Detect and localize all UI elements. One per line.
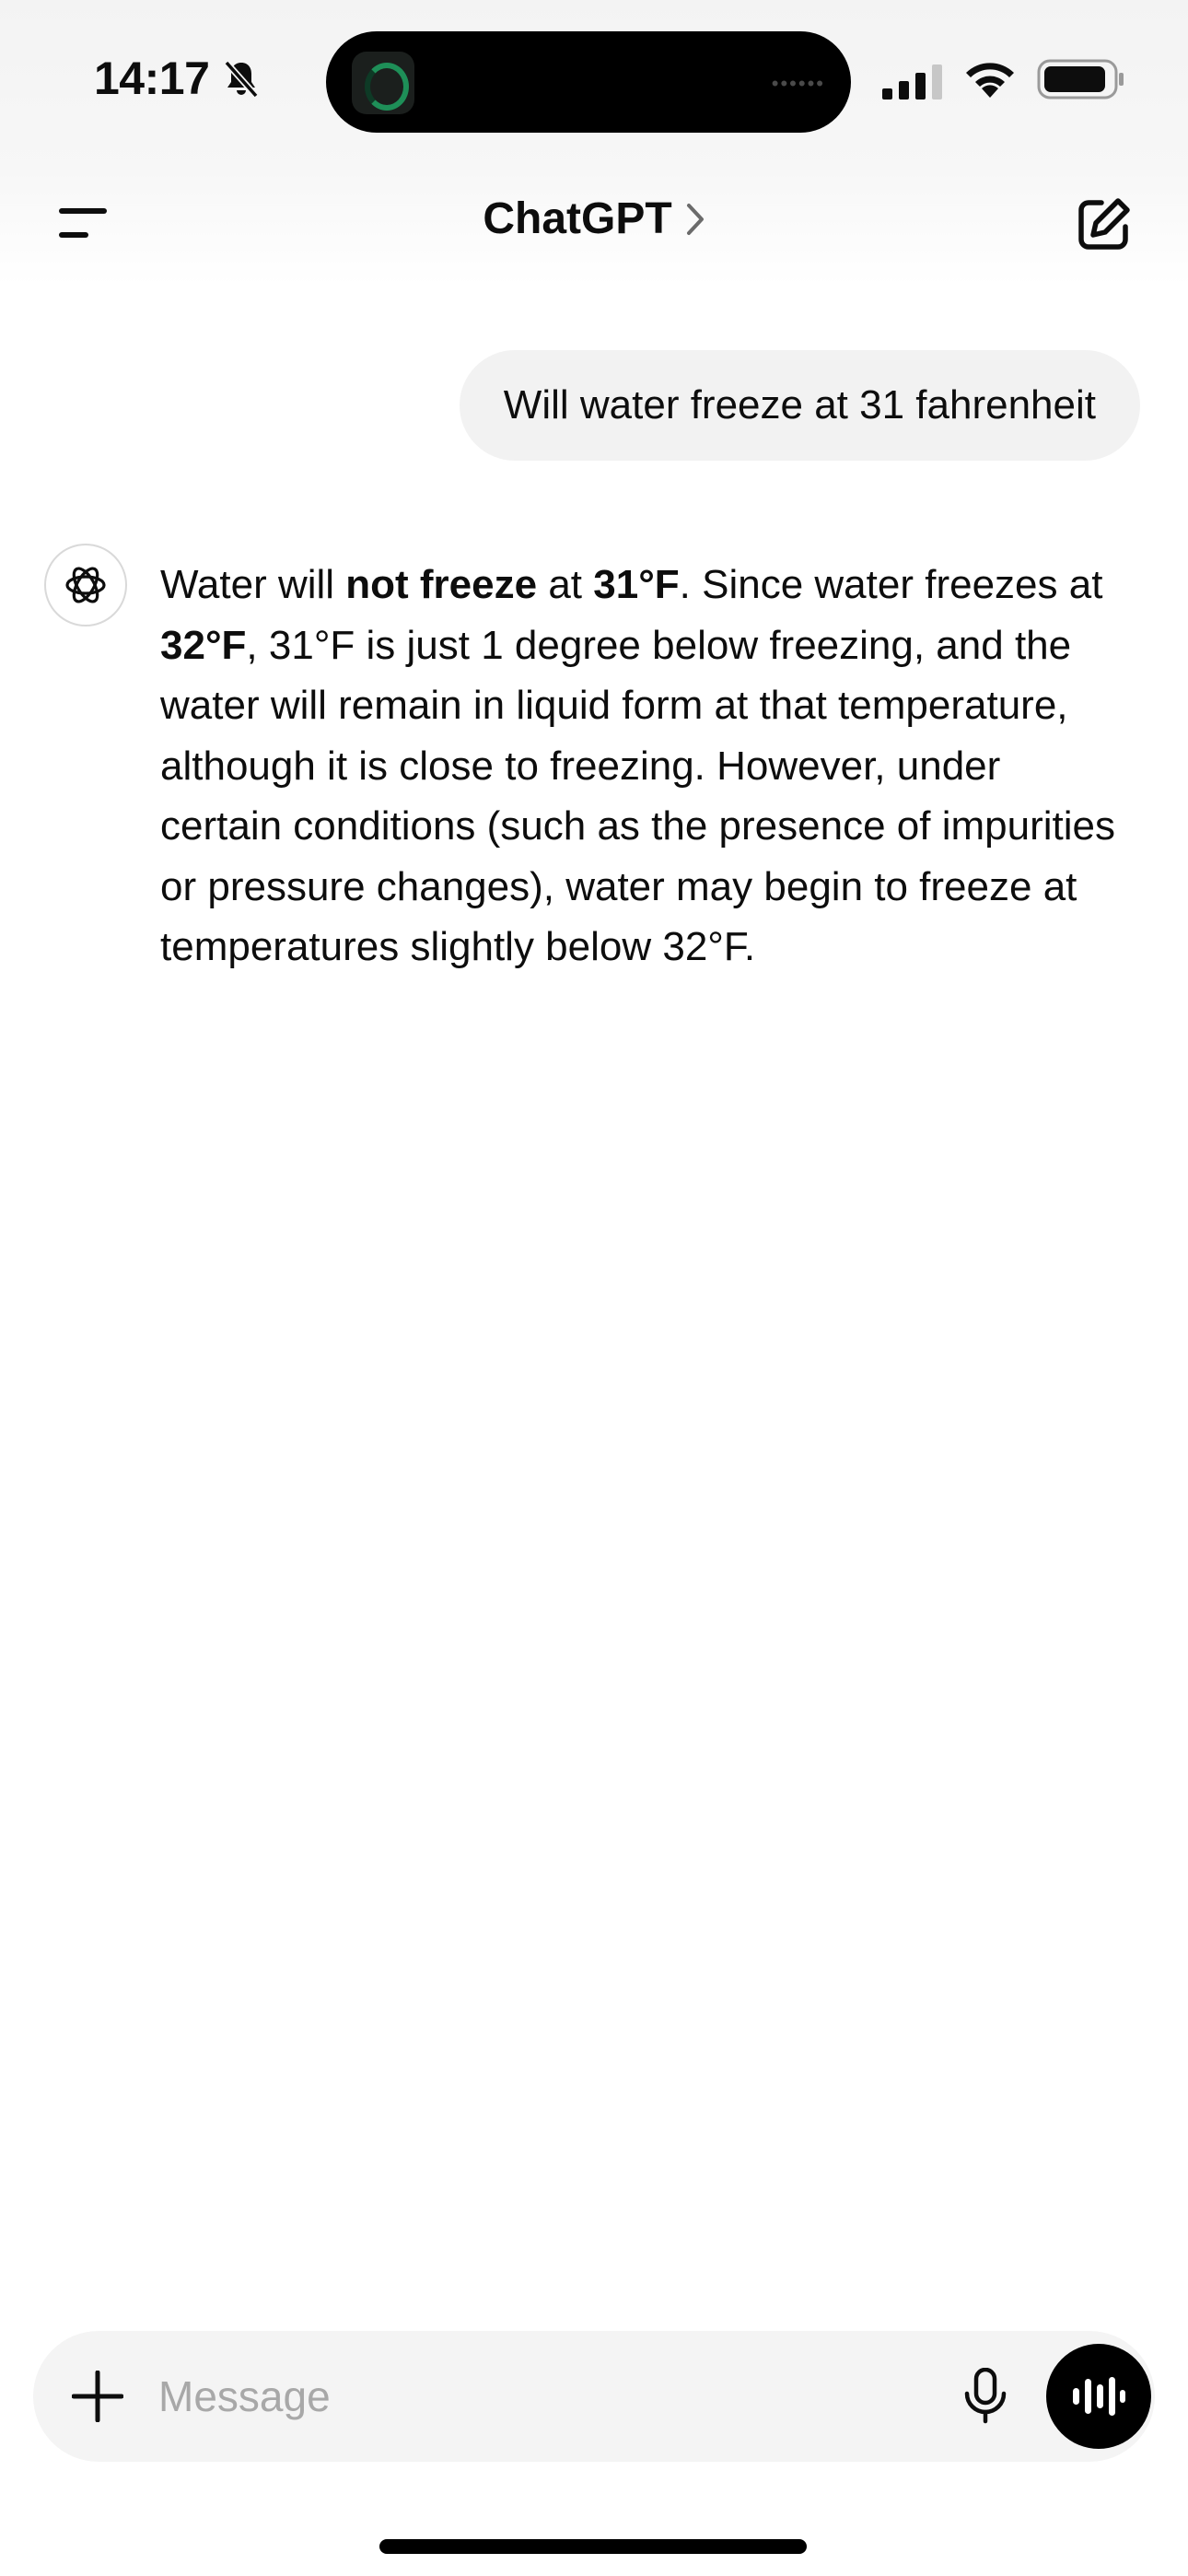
dynamic-island [326, 31, 851, 133]
voice-mode-button[interactable] [1046, 2344, 1151, 2449]
wifi-icon [962, 57, 1018, 98]
signal-icon [882, 64, 943, 100]
assistant-text-bold: 32°F [160, 622, 247, 668]
island-dots: •••••• [771, 72, 825, 95]
assistant-text-part: Water will [160, 562, 346, 607]
assistant-text-part: , 31°F is just 1 degree below freezing, and the water will remain in liquid form at that temperature, although it is close to freezing. However, under certain conditions (such as the presence of impurities or pressure changes), water may begin to freeze at temperatures slightly below 32°F. [160, 622, 1115, 969]
chevron-right-icon [685, 202, 705, 237]
live-activity-icon [352, 52, 414, 114]
user-message-text: Will water freeze at 31 fahrenheit [503, 382, 1096, 427]
assistant-avatar [44, 544, 127, 626]
compose-icon[interactable] [1074, 195, 1133, 254]
bell-slash-icon [219, 57, 263, 101]
assistant-text-part: . Since water freezes at [679, 562, 1103, 607]
status-time: 14:17 [94, 53, 210, 104]
battery-icon [1037, 59, 1125, 100]
microphone-icon[interactable] [961, 2368, 1009, 2425]
home-indicator[interactable] [379, 2539, 807, 2554]
user-message-bubble [460, 350, 1140, 461]
openai-logo-icon [58, 557, 113, 613]
plus-icon[interactable] [72, 2371, 123, 2422]
page-title: ChatGPT [483, 194, 672, 243]
assistant-text-bold: 31°F [593, 562, 680, 607]
assistant-text-bold: not freeze [345, 562, 538, 607]
assistant-message-text [160, 555, 1118, 978]
nav-title-button[interactable] [0, 193, 1188, 252]
assistant-text-part: at [537, 562, 594, 607]
message-input[interactable] [158, 2362, 941, 2430]
message-composer [33, 2331, 1155, 2462]
voice-waveform-icon [1071, 2373, 1126, 2419]
